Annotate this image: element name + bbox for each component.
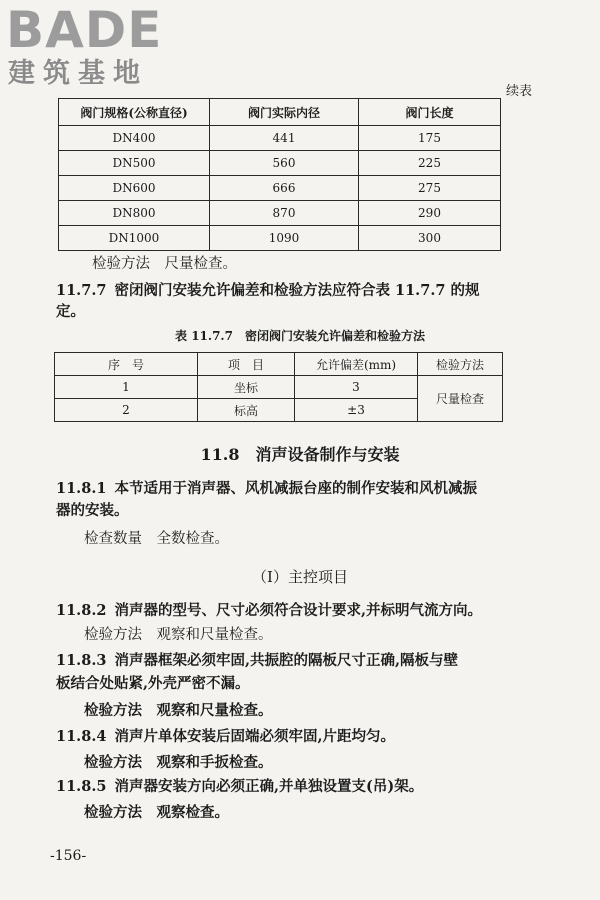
logo-word: BADE xyxy=(6,1,163,59)
table-header-row xyxy=(55,353,503,376)
inspection-quantity-line: 检查数量 全数检查。 xyxy=(84,531,229,547)
table-cell: 坐标 xyxy=(198,376,295,399)
valve-tolerance-table xyxy=(54,352,503,422)
table-cell: 2 xyxy=(55,399,198,422)
clause-11-8-5 xyxy=(56,776,423,798)
clause-number: 11.8.3 xyxy=(56,652,107,669)
inspection-method-line: 检验方法 观察和尺量检查。 xyxy=(84,627,273,643)
table-cell: DN800 xyxy=(59,201,210,226)
logo-subtitle: 建筑基地 xyxy=(8,58,148,89)
subsection-heading: （Ⅰ）主控项目 xyxy=(252,568,348,586)
table-cell-method: 尺量检查 xyxy=(418,376,503,422)
table-row xyxy=(59,176,501,201)
clause-11-7-7 xyxy=(56,280,480,302)
table-cell: ±3 xyxy=(295,399,418,422)
table-row xyxy=(59,151,501,176)
inspection-method-line: 检验方法 尺量检查。 xyxy=(92,256,237,272)
table-cell: 275 xyxy=(359,176,501,201)
table-cell: 560 xyxy=(210,151,359,176)
table-cell: 175 xyxy=(359,126,501,151)
clause-11-8-2 xyxy=(56,600,482,622)
valve-size-table xyxy=(58,98,501,251)
table-header: 阀门长度 xyxy=(359,99,501,126)
clause-number: 11.8.2 xyxy=(56,602,107,619)
clause-11-7-7-cont: 定。 xyxy=(56,303,85,320)
inspection-method-line: 检验方法 观察和尺量检查。 xyxy=(84,702,273,719)
clause-11-8-3-cont: 板结合处贴紧,外壳严密不漏。 xyxy=(56,675,250,692)
table-cell: 666 xyxy=(210,176,359,201)
table-cell: 225 xyxy=(359,151,501,176)
clause-text: 本节适用于消声器、风机减振台座的制作安装和风机减振 xyxy=(114,480,477,497)
table-cell: 1 xyxy=(55,376,198,399)
clause-text: 消声片单体安装后固端必须牢固,片距均匀。 xyxy=(114,728,395,745)
table-cell: DN400 xyxy=(59,126,210,151)
clause-number: 11.7.7 xyxy=(56,282,107,299)
clause-text: 消声器安装方向必须正确,并单独设置支(吊)架。 xyxy=(114,778,424,795)
clause-number: 11.8.5 xyxy=(56,778,107,795)
table-header: 阀门规格(公称直径) xyxy=(59,99,210,126)
clause-11-8-4 xyxy=(56,726,395,748)
clause-11-8-3 xyxy=(56,650,458,672)
clause-text: 消声器的型号、尺寸必须符合设计要求,并标明气流方向。 xyxy=(114,602,482,619)
table-row xyxy=(59,126,501,151)
table-header-row xyxy=(59,99,501,126)
inspection-method-line: 检验方法 观察和手扳检查。 xyxy=(84,754,273,771)
table-header: 允许偏差(mm) xyxy=(295,353,418,376)
table-cell: 300 xyxy=(359,226,501,251)
clause-text: 密闭阀门安装允许偏差和检验方法应符合表 11.7.7 的规 xyxy=(114,282,480,299)
table-cell: 441 xyxy=(210,126,359,151)
table-cell: DN600 xyxy=(59,176,210,201)
table-cell: 290 xyxy=(359,201,501,226)
watermark-logo xyxy=(6,2,176,92)
table-cell: 3 xyxy=(295,376,418,399)
table-cell: 870 xyxy=(210,201,359,226)
table-row xyxy=(59,226,501,251)
table-cell: 标高 xyxy=(198,399,295,422)
table-header: 序 号 xyxy=(55,353,198,376)
section-heading: 11.8 消声设备制作与安装 xyxy=(200,445,400,464)
table-caption: 表 11.7.7 密闭阀门安装允许偏差和检验方法 xyxy=(175,329,425,343)
table-header: 项 目 xyxy=(198,353,295,376)
table-header: 阀门实际内径 xyxy=(210,99,359,126)
table-cell: DN1000 xyxy=(59,226,210,251)
table-row xyxy=(59,201,501,226)
table-cell: DN500 xyxy=(59,151,210,176)
inspection-method-line: 检验方法 观察检查。 xyxy=(84,804,229,821)
page-number: -156- xyxy=(50,848,87,864)
clause-11-8-1-cont: 器的安装。 xyxy=(56,502,129,519)
table-row xyxy=(55,376,503,399)
table-cell: 1090 xyxy=(210,226,359,251)
clause-number: 11.8.4 xyxy=(56,728,107,745)
continued-label: 续表 xyxy=(505,84,532,99)
clause-11-8-1 xyxy=(56,478,477,500)
clause-number: 11.8.1 xyxy=(56,480,107,497)
clause-text: 消声器框架必须牢固,共振腔的隔板尺寸正确,隔板与壁 xyxy=(114,652,459,669)
table-header: 检验方法 xyxy=(418,353,503,376)
